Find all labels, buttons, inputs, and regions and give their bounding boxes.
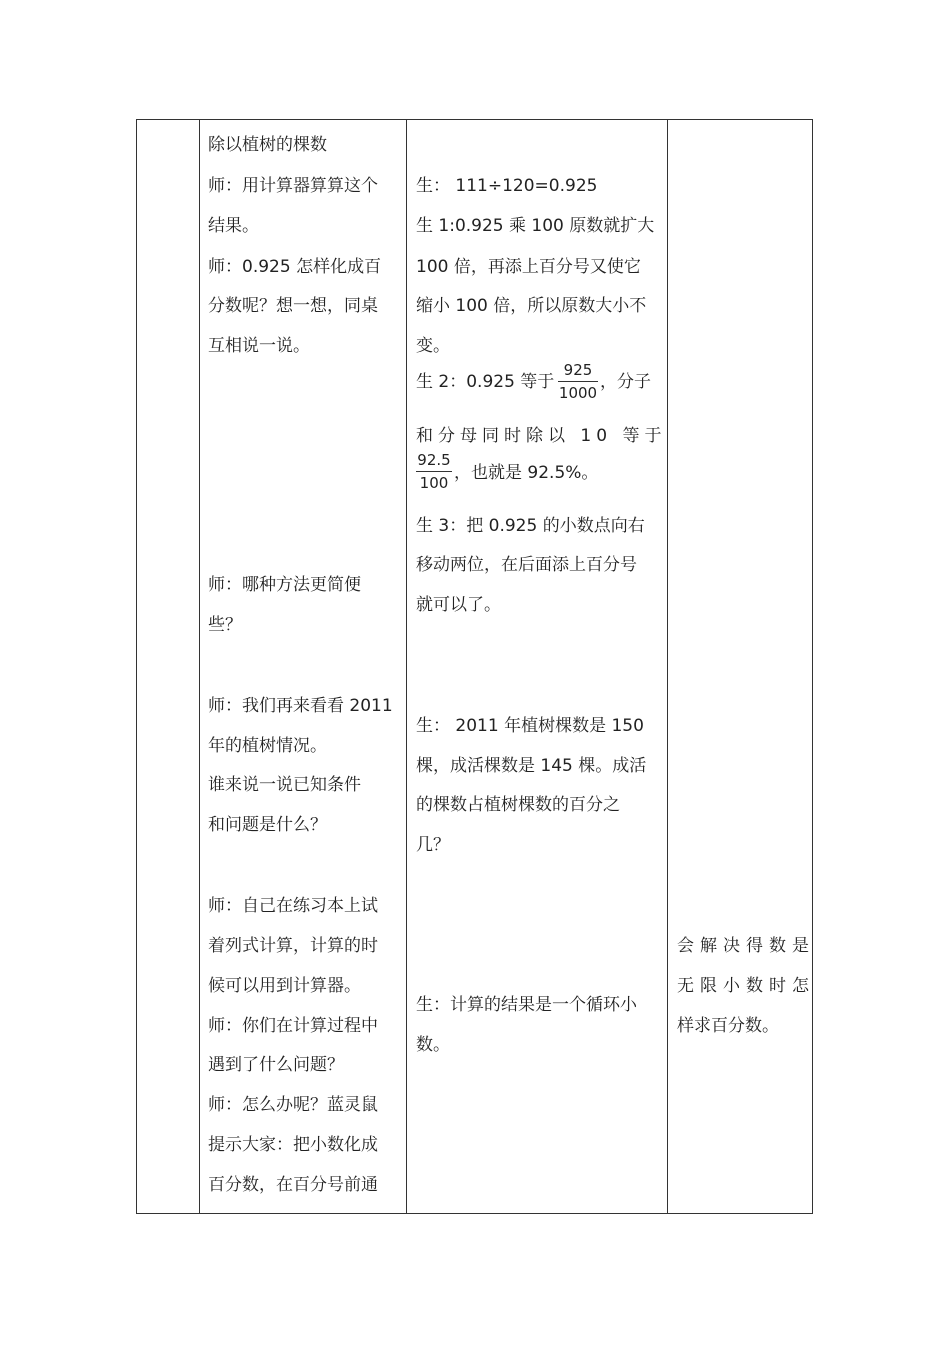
fraction-bar (558, 381, 598, 382)
fraction-numerator: 92.5 (417, 451, 451, 469)
teacher-line: 师：自己在练习本上试 (208, 896, 378, 916)
teacher-line: 除以植树的棵数 (208, 135, 327, 155)
teacher-line: 分数呢？想一想，同桌 (208, 296, 378, 316)
student-line: 和分母同时除以 10 等于 (416, 426, 667, 446)
fraction-92-5-100 (416, 451, 452, 492)
fraction-bar (416, 471, 452, 472)
notes-line: 样求百分数。 (677, 1016, 779, 1036)
teacher-column (199, 120, 406, 1213)
teacher-line: 结果。 (208, 216, 259, 236)
teacher-line: 互相说一说。 (208, 336, 310, 356)
teacher-line: 和问题是什么？ (208, 815, 327, 835)
teacher-line: 师：你们在计算过程中 (208, 1016, 378, 1036)
student-line: 生 3：把 0.925 的小数点向右 (416, 516, 645, 536)
student-line: 生 1:0.925 乘 100 原数就扩大 (416, 216, 655, 236)
teacher-line: 年的植树情况。 (208, 736, 327, 756)
teacher-line: 谁来说一说已知条件 (208, 775, 361, 795)
fraction-denominator: 100 (419, 474, 449, 492)
fraction-numerator: 925 (563, 361, 593, 379)
student-line: 的棵数占植树棵数的百分之 (416, 795, 620, 815)
teacher-line: 提示大家：把小数化成 (208, 1135, 378, 1155)
notes-line: 无限小数时怎 (677, 976, 815, 996)
student-line: 缩小 100 倍，所以原数大小不 (416, 296, 647, 316)
lesson-table (136, 119, 813, 1214)
student-line: ，也就是 92.5%。 (454, 463, 599, 483)
teacher-line: 师：我们再来看看 2011 (208, 696, 393, 716)
student-line: 生 2：0.925 等于 (416, 372, 555, 392)
student-line: 就可以了。 (416, 595, 501, 615)
fraction-denominator: 1000 (558, 384, 598, 402)
student-line: 变。 (416, 336, 450, 356)
student-line: ，分子 (600, 372, 651, 392)
notes-column (667, 120, 815, 1213)
teacher-line: 些？ (208, 615, 242, 635)
teacher-line: 师：哪种方法更简便 (208, 575, 361, 595)
teacher-line: 候可以用到计算器。 (208, 976, 361, 996)
student-line: 移动两位，在后面添上百分号 (416, 555, 637, 575)
teacher-line: 师：怎么办呢？蓝灵鼠 (208, 1095, 378, 1115)
teacher-line: 遇到了什么问题？ (208, 1055, 344, 1075)
teacher-line: 百分数，在百分号前通 (208, 1175, 378, 1195)
teacher-line: 师：0.925 怎样化成百 (208, 257, 382, 277)
student-line: 生： 111÷120=0.925 (416, 176, 598, 196)
fraction-925-1000 (558, 361, 598, 402)
notes-line: 会解决得数是 (677, 936, 815, 956)
student-line: 棵，成活棵数是 145 棵。成活 (416, 756, 647, 776)
student-line: 几？ (416, 835, 450, 855)
student-line: 生：计算的结果是一个循环小 (416, 995, 637, 1015)
student-column (406, 120, 667, 1213)
student-line: 生： 2011 年植树棵数是 150 (416, 716, 644, 736)
teacher-line: 着列式计算，计算的时 (208, 936, 378, 956)
student-line: 数。 (416, 1035, 450, 1055)
teacher-line: 师：用计算器算算这个 (208, 176, 378, 196)
student-line: 100 倍，再添上百分号又使它 (416, 257, 641, 277)
